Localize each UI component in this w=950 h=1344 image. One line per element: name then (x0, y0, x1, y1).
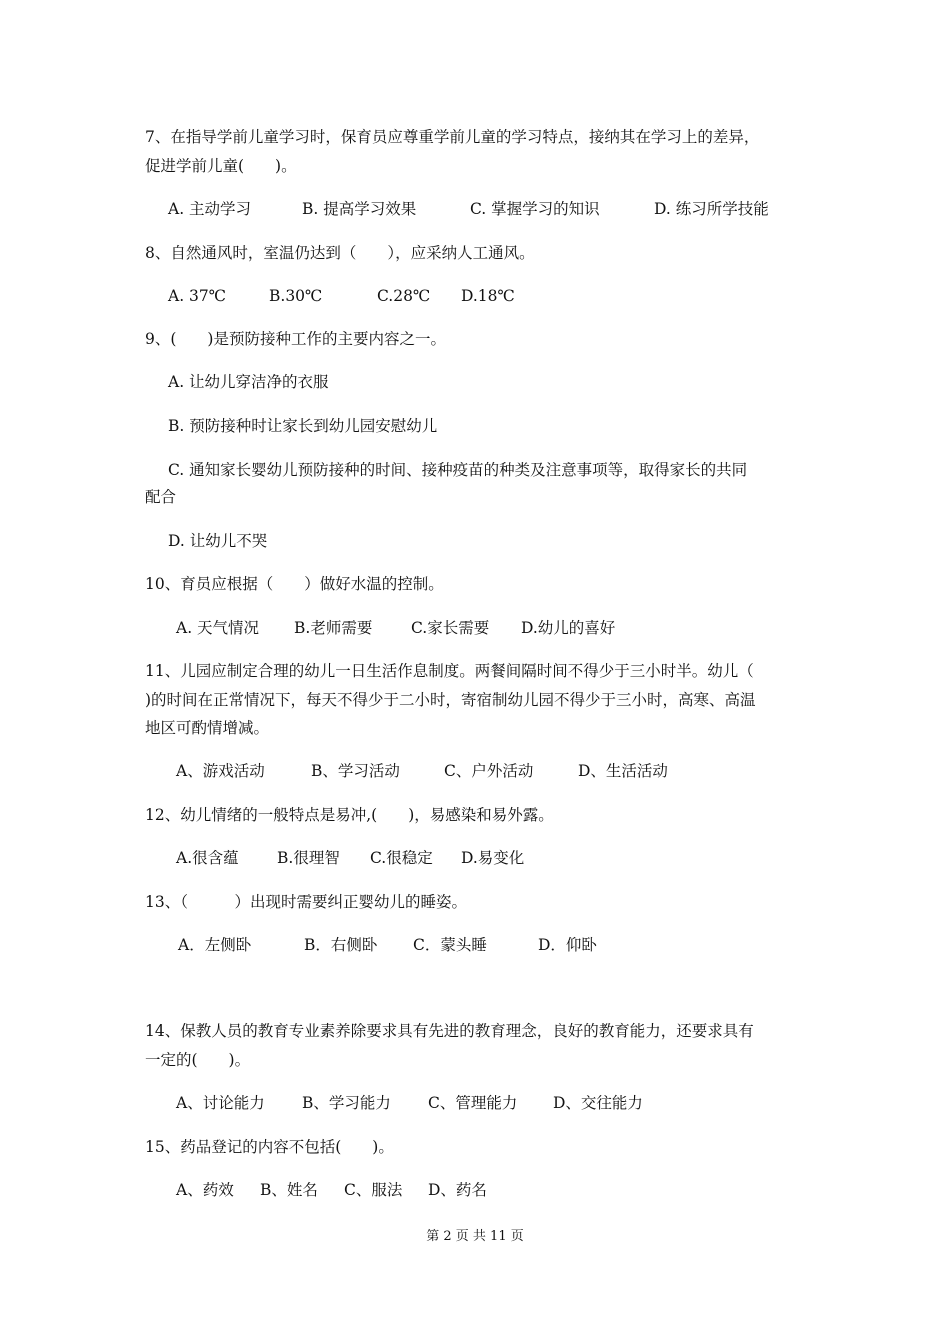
question-9-option-b: B. 预防接种时让家长到幼儿园安慰幼儿 (168, 417, 438, 435)
option-d: D、交往能力 (553, 1094, 643, 1112)
question-11-line-1: 11、儿园应制定合理的幼儿一日生活作息制度。两餐间隔时间不得少于三小时半。幼儿（ (145, 662, 754, 680)
option-d: D、生活活动 (578, 762, 668, 780)
question-9-line-1: 9、( )是预防接种工作的主要内容之一。 (145, 330, 446, 348)
option-a: A、游戏活动 (176, 762, 265, 780)
option-c: C.28℃ (377, 287, 431, 305)
question-11-line-3: 地区可酌情增减。 (145, 719, 270, 737)
option-b: B、姓名 (260, 1181, 318, 1199)
option-d: D.幼儿的喜好 (521, 619, 616, 637)
question-9-option-c-line-1: C. 通知家长婴幼儿预防接种的时间、接种疫苗的种类及注意事项等，取得家长的共同 (168, 461, 748, 479)
option-c: C. 掌握学习的知识 (470, 200, 600, 218)
option-a: A. 主动学习 (168, 200, 252, 218)
option-c: C．蒙头睡 (413, 936, 487, 954)
option-d: D. 练习所学技能 (654, 200, 769, 218)
option-d: D、药名 (428, 1181, 487, 1199)
page-footer: 第 2 页 共 11 页 (426, 1229, 524, 1244)
option-b: B. 提高学习效果 (302, 200, 417, 218)
option-d: D.易变化 (461, 849, 525, 867)
question-9-option-d: D. 让幼儿不哭 (168, 532, 268, 550)
option-d: D．仰卧 (538, 936, 597, 954)
question-8-line-1: 8、自然通风时，室温仍达到（ ），应采纳人工通风。 (145, 244, 535, 262)
question-13-line-1: 13、（ ）出现时需要纠正婴幼儿的睡姿。 (145, 893, 467, 911)
option-a: A. 37℃ (168, 287, 227, 305)
question-15-line-1: 15、药品登记的内容不包括( )。 (145, 1138, 394, 1156)
option-a: A.很含蕴 (176, 849, 239, 867)
option-a: A、药效 (176, 1181, 234, 1199)
option-b: B.老师需要 (294, 619, 373, 637)
option-b: B．右侧卧 (304, 936, 378, 954)
question-9-option-c-line-2: 配合 (145, 488, 177, 506)
option-b: B、学习活动 (311, 762, 400, 780)
option-a: A．左侧卧 (178, 936, 252, 954)
option-b: B.很理智 (277, 849, 340, 867)
option-a: A. 天气情况 (176, 619, 260, 637)
option-b: B.30℃ (269, 287, 323, 305)
question-14-line-2: 一定的( )。 (145, 1051, 251, 1069)
option-c: C、服法 (344, 1181, 403, 1199)
question-14-line-1: 14、保教人员的教育专业素养除要求具有先进的教育理念，良好的教育能力，还要求具有 (145, 1022, 754, 1040)
option-a: A、讨论能力 (176, 1094, 265, 1112)
question-10-line-1: 10、育员应根据（ ）做好水温的控制。 (145, 575, 444, 593)
option-c: C、管理能力 (428, 1094, 518, 1112)
option-c: C.很稳定 (370, 849, 433, 867)
question-9-option-a: A. 让幼儿穿洁净的衣服 (168, 373, 329, 391)
question-7-line-1: 7、在指导学前儿童学习时，保育员应尊重学前儿童的学习特点，接纳其在学习上的差异， (145, 128, 760, 146)
question-11-line-2: )的时间在正常情况下，每天不得少于二小时，寄宿制幼儿园不得少于三小时，高寒、高温 (145, 691, 756, 709)
question-7-line-2: 促进学前儿童( )。 (145, 157, 297, 175)
option-c: C、户外活动 (444, 762, 534, 780)
option-d: D.18℃ (461, 287, 515, 305)
option-c: C.家长需要 (411, 619, 490, 637)
option-b: B、学习能力 (302, 1094, 391, 1112)
question-12-line-1: 12、幼儿情绪的一般特点是易冲,( )，易感染和易外露。 (145, 806, 554, 824)
